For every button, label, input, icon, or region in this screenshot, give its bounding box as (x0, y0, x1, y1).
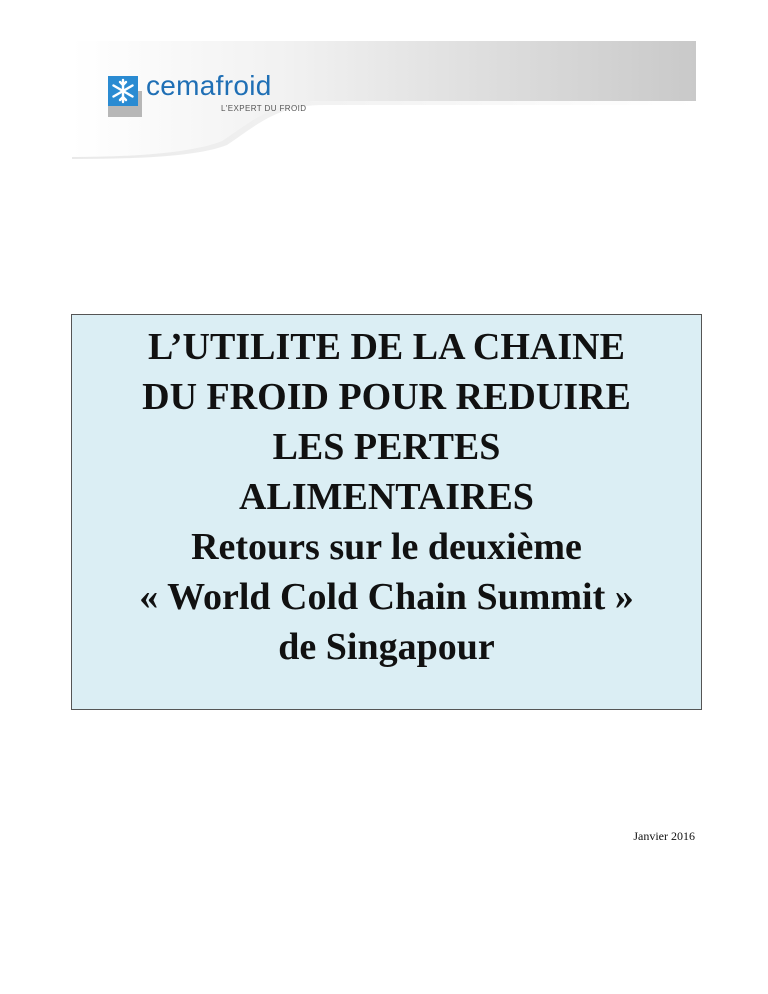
subtitle-line: « World Cold Chain Summit » (139, 576, 634, 618)
subtitle-line: de Singapour (278, 626, 495, 668)
document-title-box (71, 314, 702, 710)
logo-tagline: L'EXPERT DU FROID (221, 104, 307, 113)
title-line: DU FROID POUR REDUIRE (142, 376, 631, 418)
snowflake-icon (108, 76, 138, 106)
subtitle-line: Retours sur le deuxième (191, 526, 582, 568)
title-line: L’UTILITE DE LA CHAINE (148, 326, 625, 368)
title-line: LES PERTES (272, 426, 501, 468)
logo-wordmark: cemafroid (146, 70, 272, 101)
title-line: ALIMENTAIRES (239, 476, 534, 518)
cemafroid-logo (108, 72, 308, 120)
publication-date: Janvier 2016 (633, 829, 695, 843)
